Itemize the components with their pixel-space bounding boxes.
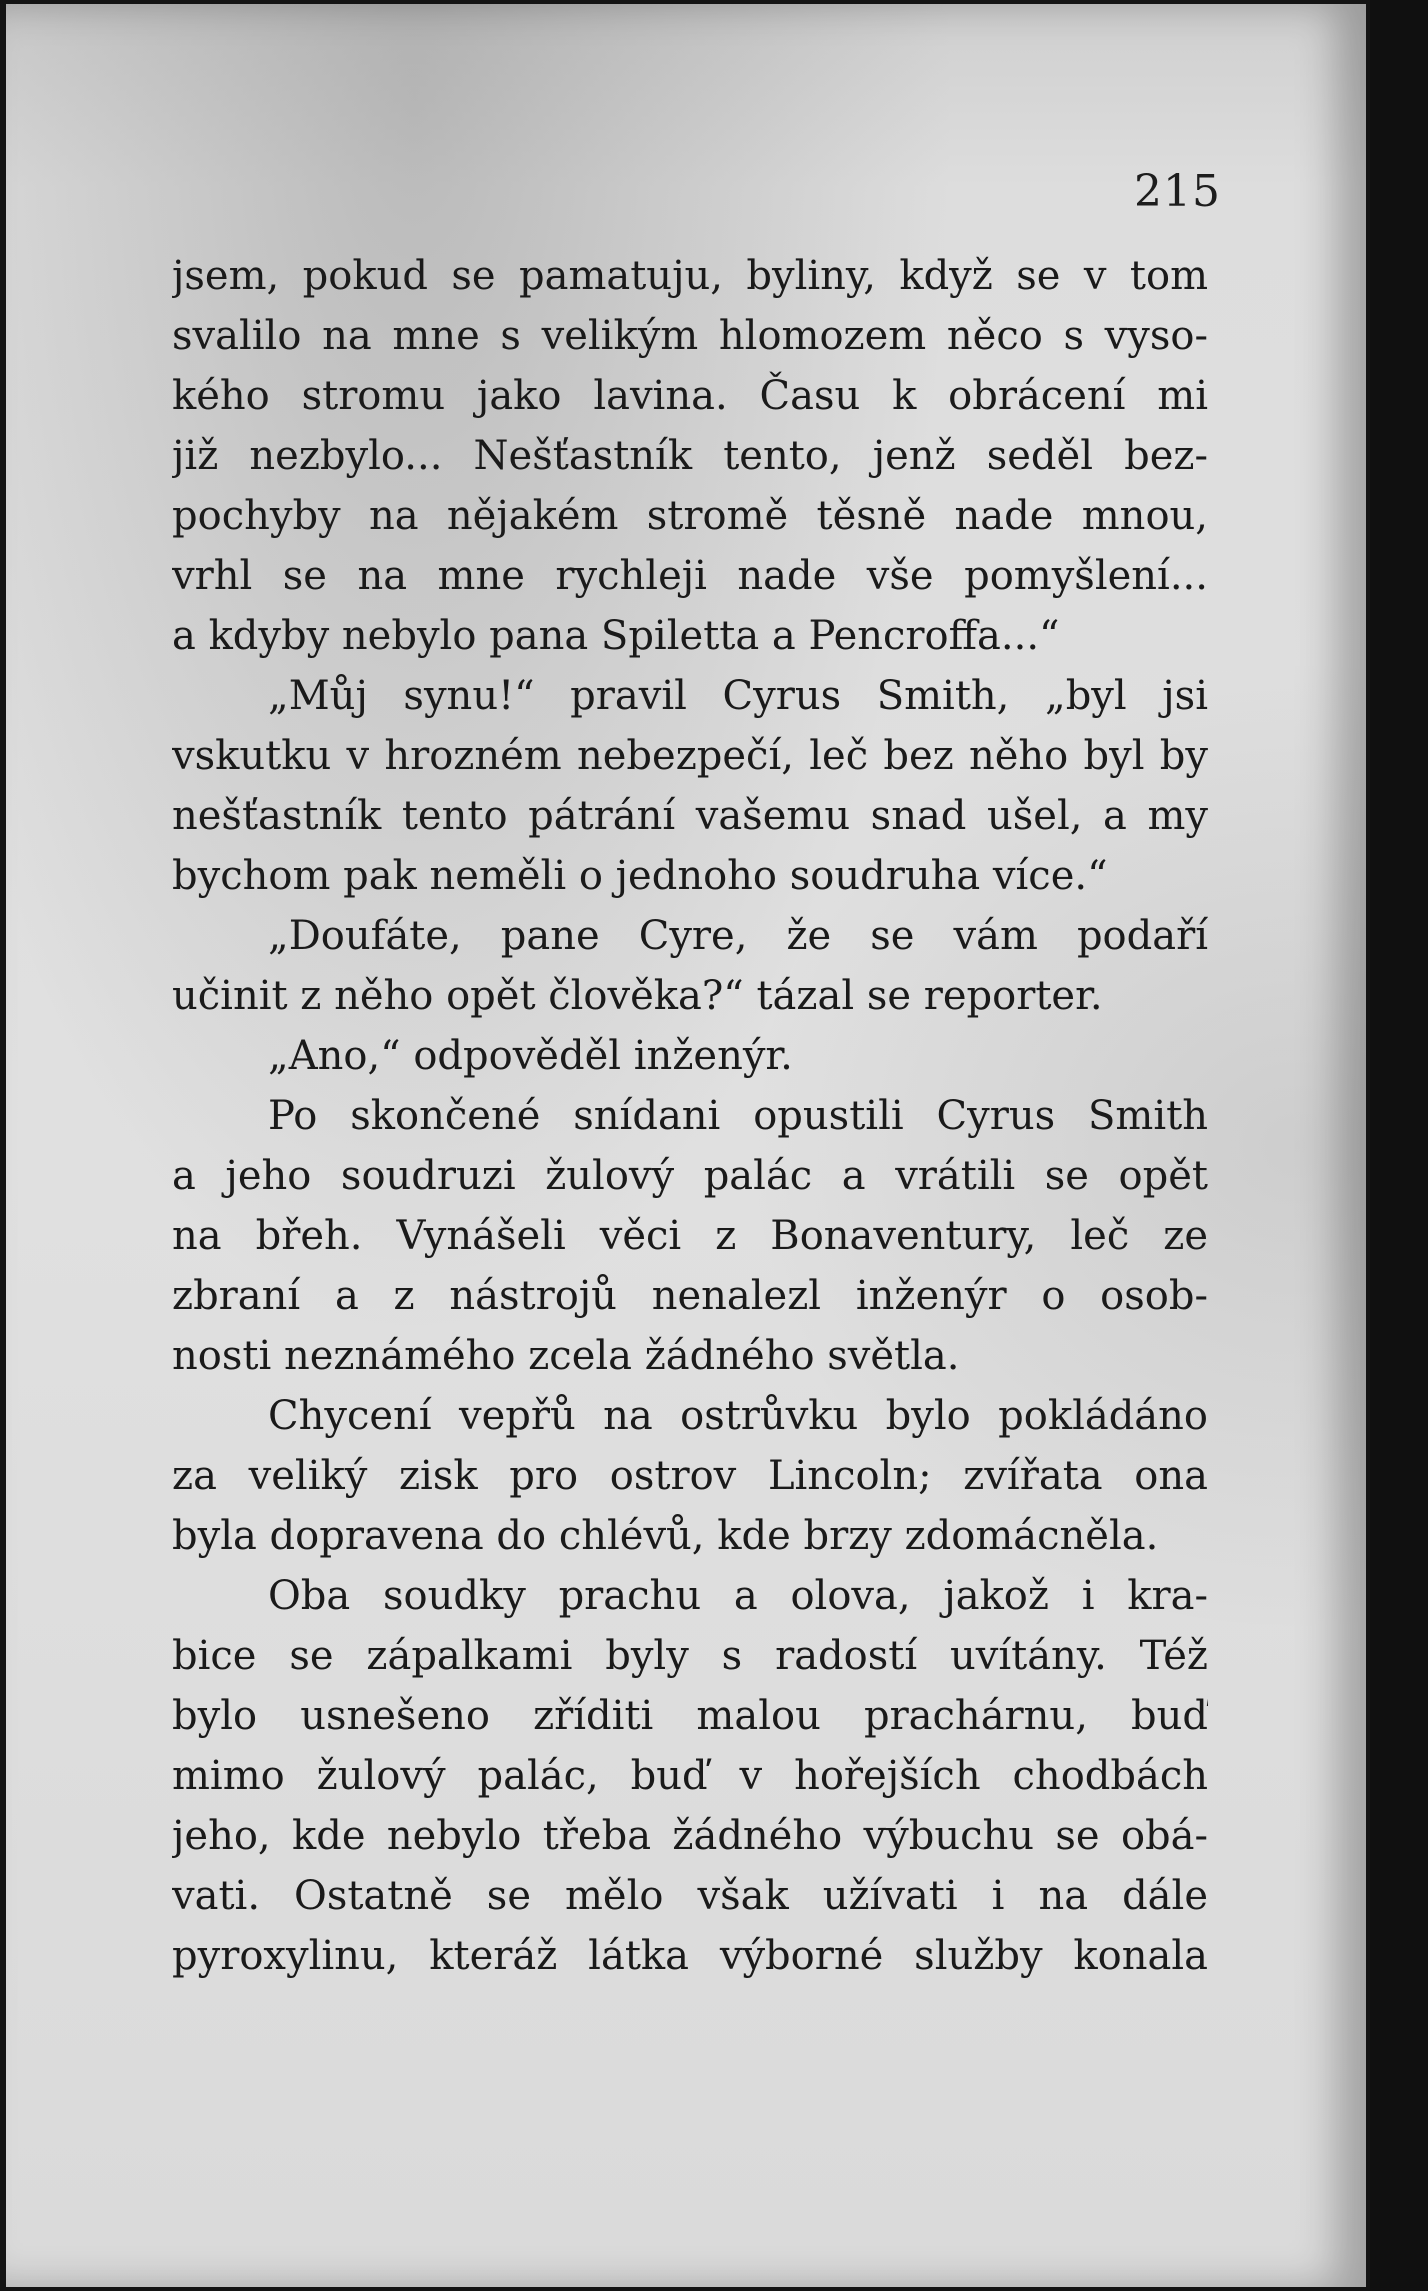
text-line: zbraní a z nástrojů nenalezl inženýr o osob- bbox=[172, 1273, 1208, 1319]
text-line: pyroxylinu, kteráž látka výborné služby konala bbox=[172, 1933, 1208, 1979]
text-line: bychom pak neměli o jednoho soudruha více.“ bbox=[172, 853, 1108, 899]
text-line: „Doufáte, pane Cyre, že se vám podaří bbox=[268, 913, 1208, 959]
body-text bbox=[172, 246, 1208, 1986]
text-line: již nezbylo... Nešťastník tento, jenž seděl bez- bbox=[172, 433, 1208, 479]
text-line: na břeh. Vynášeli věci z Bonaventury, leč ze bbox=[172, 1213, 1208, 1259]
text-line: nešťastník tento pátrání vašemu snad ušel, a my bbox=[172, 793, 1208, 839]
text-line: Chycení vepřů na ostrůvku bylo pokládáno bbox=[268, 1393, 1208, 1439]
scan-border bbox=[1370, 0, 1428, 2291]
text-line: svalilo na mne s velikým hlomozem něco s vyso- bbox=[172, 313, 1208, 359]
text-line: Oba soudky prachu a olova, jakož i kra- bbox=[268, 1573, 1208, 1619]
text-line: pochyby na nějakém stromě těsně nade mnou, bbox=[172, 493, 1208, 539]
text-line: Po skončené snídani opustili Cyrus Smith bbox=[268, 1093, 1208, 1139]
text-line: byla dopravena do chlévů, kde brzy zdomácněla. bbox=[172, 1513, 1159, 1559]
text-line: mimo žulový palác, buď v hořejších chodbách bbox=[172, 1753, 1208, 1799]
text-line: a kdyby nebylo pana Spiletta a Pencroffa...“ bbox=[172, 613, 1060, 659]
text-line: učinit z něho opět člověka?“ tázal se reporter. bbox=[172, 973, 1103, 1019]
text-line: „Můj synu!“ pravil Cyrus Smith, „byl jsi bbox=[268, 673, 1208, 719]
text-line: bylo usnešeno zříditi malou prachárnu, buď bbox=[172, 1693, 1208, 1739]
text-line: a jeho soudruzi žulový palác a vrátili se opět bbox=[172, 1153, 1208, 1199]
text-line: kého stromu jako lavina. Času k obrácení mi bbox=[172, 373, 1208, 419]
text-line: jsem, pokud se pamatuju, byliny, když se v tom bbox=[172, 253, 1208, 299]
text-line: za veliký zisk pro ostrov Lincoln; zvířata ona bbox=[172, 1453, 1208, 1499]
text-line: nosti neznámého zcela žádného světla. bbox=[172, 1333, 960, 1379]
text-line: jeho, kde nebylo třeba žádného výbuchu se obá- bbox=[172, 1813, 1208, 1859]
book-page bbox=[6, 4, 1366, 2287]
text-line: „Ano,“ odpověděl inženýr. bbox=[268, 1033, 793, 1079]
text-line: vskutku v hrozném nebezpečí, leč bez něho byl by bbox=[172, 733, 1208, 779]
text-line: vrhl se na mne rychleji nade vše pomyšlení... bbox=[172, 553, 1208, 599]
page-number: 215 bbox=[1134, 166, 1221, 217]
text-line: vati. Ostatně se mělo však užívati i na dále bbox=[172, 1873, 1208, 1919]
text-line: bice se zápalkami byly s radostí uvítány. Též bbox=[172, 1633, 1208, 1679]
